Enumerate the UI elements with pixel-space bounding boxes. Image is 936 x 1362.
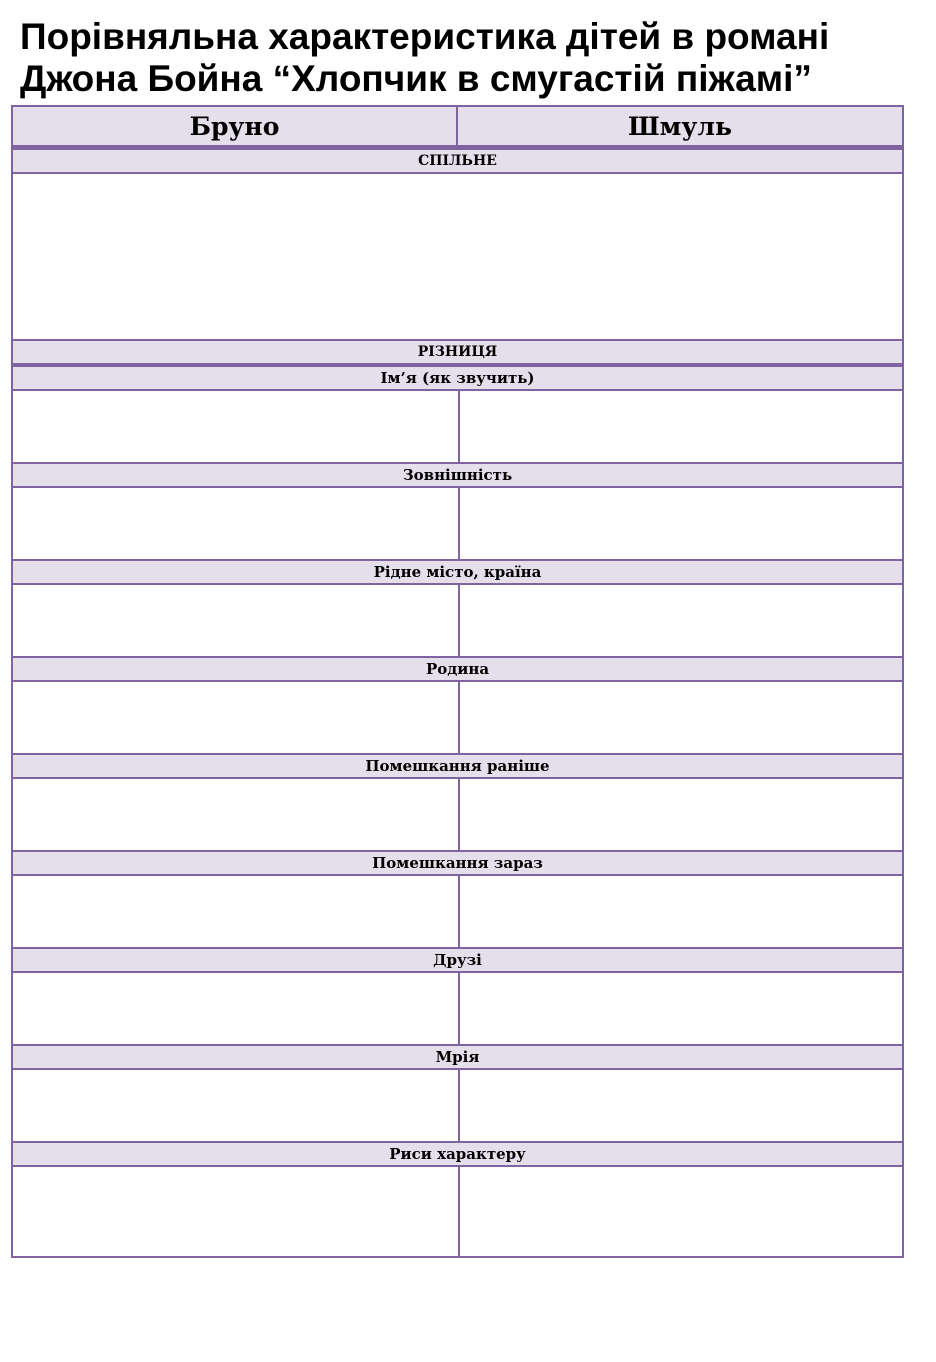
column-divider: [458, 391, 460, 462]
category-answer-row[interactable]: [13, 1167, 902, 1256]
category-answer-row[interactable]: [13, 973, 902, 1044]
category-answer-row[interactable]: [13, 585, 902, 656]
column-divider: [458, 682, 460, 753]
category-band-dream: Мрія: [13, 1044, 902, 1070]
column-divider: [458, 488, 460, 559]
category-answer-row[interactable]: [13, 488, 902, 559]
category-answer-row[interactable]: [13, 876, 902, 947]
category-band-friends: Друзі: [13, 947, 902, 973]
column-divider: [458, 779, 460, 850]
title-line-2: Джона Бойна “Хлопчик в смугастій піжамі”: [20, 58, 812, 99]
column-divider: [458, 585, 460, 656]
common-answer-cell[interactable]: [13, 174, 902, 339]
column-divider: [458, 973, 460, 1044]
category-band-home-now: Помешкання зараз: [13, 850, 902, 876]
category-band-family: Родина: [13, 656, 902, 682]
category-band-appearance: Зовнішність: [13, 462, 902, 488]
category-band-home-before: Помешкання раніше: [13, 753, 902, 779]
category-answer-row[interactable]: [13, 779, 902, 850]
section-difference-band: РІЗНИЦЯ: [13, 339, 902, 365]
column-header-bruno: Бруно: [13, 107, 458, 145]
column-divider: [458, 876, 460, 947]
comparison-table: [11, 105, 904, 1258]
page-title: [20, 16, 920, 100]
table-header-row: [13, 107, 902, 148]
title-line-1: Порівняльна характеристика дітей в романі: [20, 16, 830, 57]
category-answer-row[interactable]: [13, 1070, 902, 1141]
category-band-character: Риси характеру: [13, 1141, 902, 1167]
column-divider: [458, 1070, 460, 1141]
category-band-hometown: Рідне місто, країна: [13, 559, 902, 585]
category-answer-row[interactable]: [13, 682, 902, 753]
category-answer-row[interactable]: [13, 391, 902, 462]
column-header-shmuel: Шмуль: [627, 112, 733, 141]
column-divider: [458, 1167, 460, 1256]
section-common-band: СПІЛЬНЕ: [13, 148, 902, 174]
category-band-name: Ім’я (як звучить): [13, 365, 902, 391]
